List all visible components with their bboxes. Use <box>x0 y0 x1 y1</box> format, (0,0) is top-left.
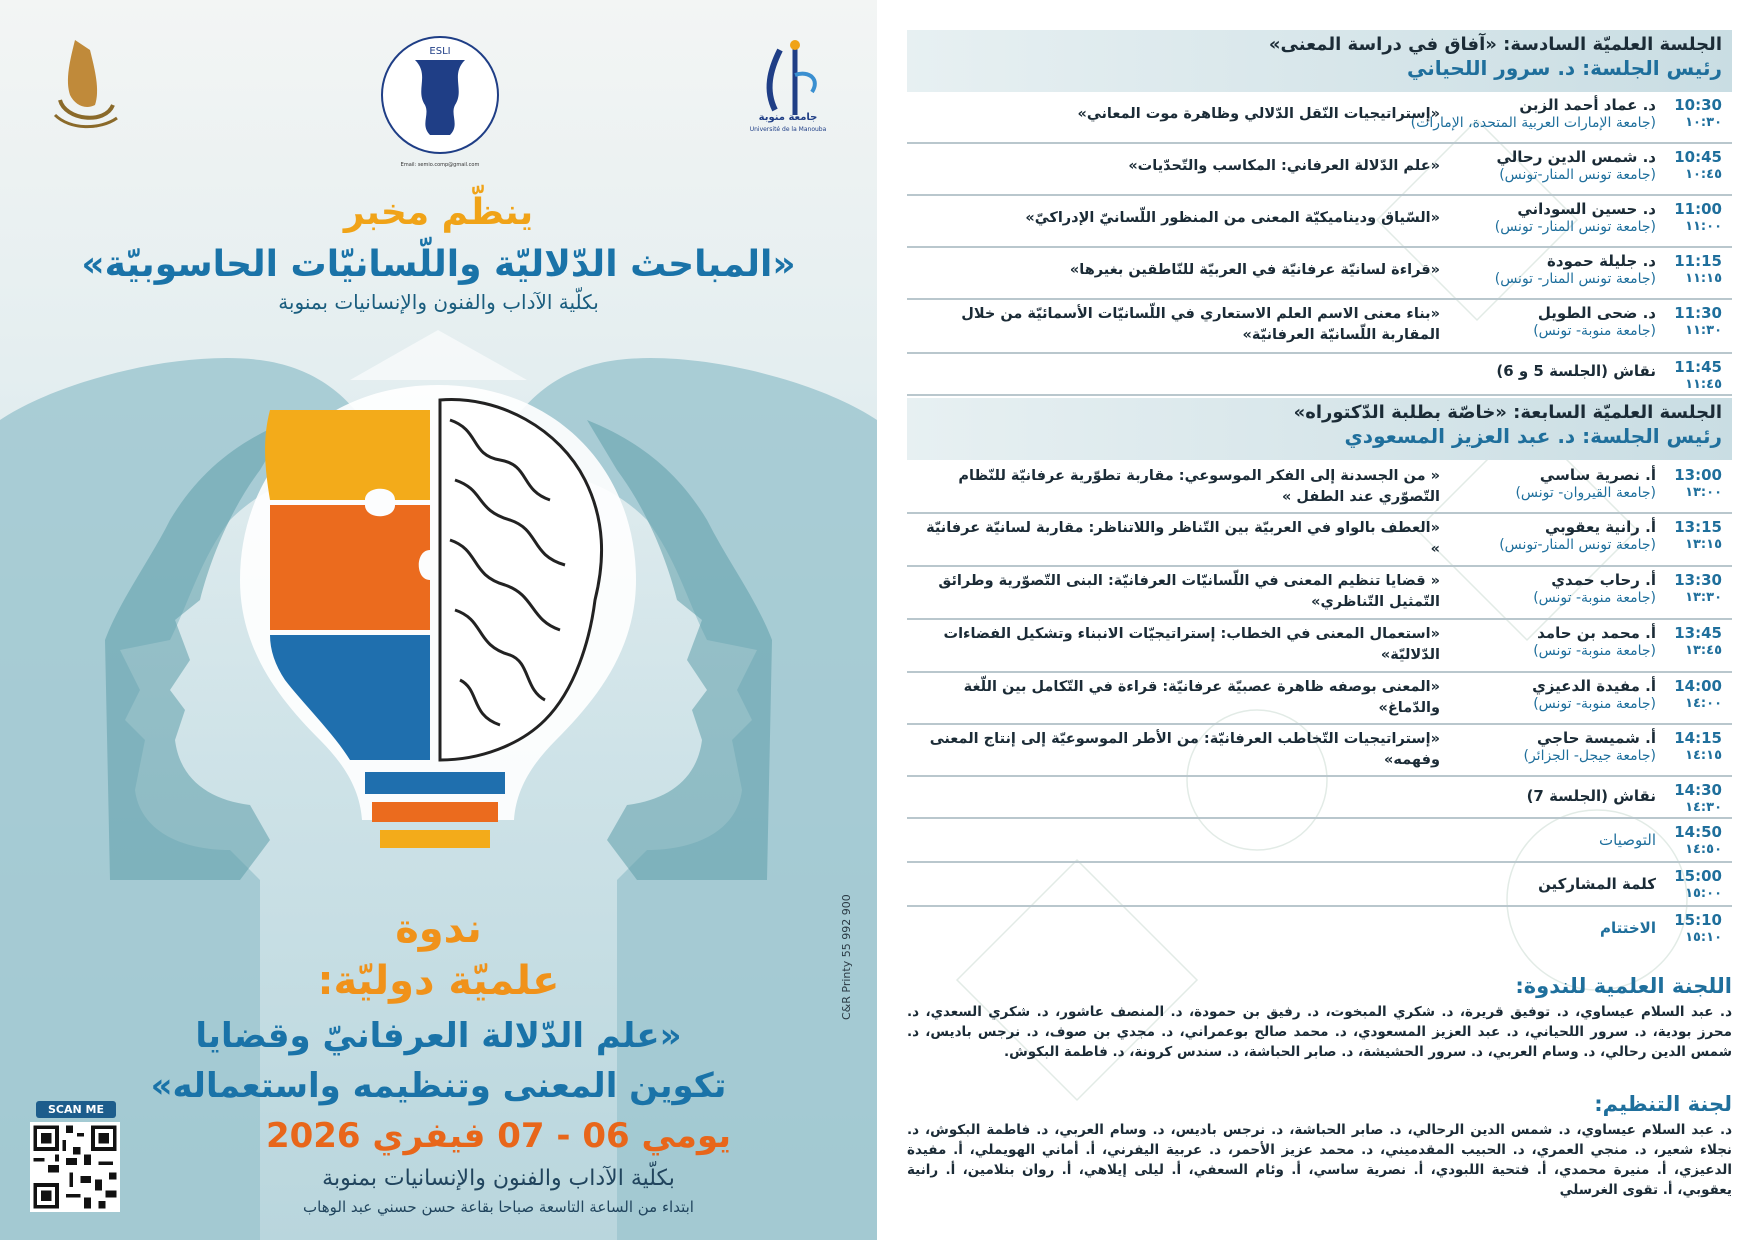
row-time: 14:30 ١٤:٣٠ <box>1674 781 1722 815</box>
manouba-logo-arabic: جامعة منوبة <box>758 112 818 123</box>
event-topic-line-2: تكوين المعنى وتنظيمه واستعماله» <box>150 1066 727 1106</box>
closing-row <box>907 863 1732 907</box>
lab-faculty: بكلّية الآداب والفنون والإنسانيات بمنوبة <box>278 290 599 314</box>
event-dates: يومي 06 - 07 فيفري 2026 <box>265 1116 732 1156</box>
row-time: 14:00 ١٤:٠٠ <box>1674 677 1722 711</box>
row-time: 13:30 ١٣:٣٠ <box>1674 571 1722 605</box>
program-panel <box>877 0 1754 1240</box>
row-talk-title: «السّياق وديناميكيّة المعنى من المنظور اللّسانيّ الإدراكيّ» <box>1025 210 1440 226</box>
program-row <box>907 462 1732 514</box>
event-type-line-1: ندوة <box>395 906 482 952</box>
session-6-header <box>907 30 1732 92</box>
session-6-title: الجلسة العلميّة السادسة: «آفاق في دراسة المعنى» <box>1268 34 1722 55</box>
row-time: 15:10 ١٥:١٠ <box>1674 911 1722 945</box>
program-row <box>907 144 1732 196</box>
row-speaker: د. عماد أحمد الزبن (جامعة الإمارات العربية المتحدة، الإمارات) <box>1410 96 1656 131</box>
manouba-university-logo <box>740 30 840 140</box>
bulb-base-3 <box>380 830 490 848</box>
row-speaker: أ. نصرية ساسي (جامعة القيروان- تونس) <box>1515 466 1656 501</box>
bulb-base-1 <box>365 772 505 794</box>
row-speaker: د. شمس الدين رحالي (جامعة تونس المنار-تونس) <box>1496 148 1656 183</box>
row-speaker: أ. رانية يعقوبي (جامعة تونس المنار-تونس) <box>1499 518 1656 553</box>
row-speaker: أ. رحاب حمدي (جامعة منوبة- تونس) <box>1533 571 1656 606</box>
scan-me-label: SCAN ME <box>36 1101 116 1118</box>
closing-row <box>907 777 1732 819</box>
closing-label: نقاش (الجلسة 7) <box>1526 787 1656 805</box>
puzzle-piece-yellow <box>265 410 430 500</box>
row-talk-title: «استعمال المعنى في الخطاب: إستراتيجيّات الانبناء وتشكيل الفضاءات الدّلاليّة» <box>943 626 1440 663</box>
row-talk-title: «المعنى بوصفه ظاهرة عصبيّة عرفانيّة: قراءة في التّكامل بين اللّغة والدّماغ» <box>963 679 1440 716</box>
row-speaker: أ. شميسة حاجي (جامعة جيجل- الجزائر) <box>1523 729 1656 764</box>
row-time: 14:15 ١٤:١٥ <box>1674 729 1722 763</box>
closing-label: التوصيات <box>1599 831 1656 849</box>
row-talk-title: «علم الدّلالة العرفاني: المكاسب والتّحدّيات» <box>1128 158 1440 174</box>
row-time: 10:45 ١٠:٤٥ <box>1674 148 1722 182</box>
session-7-header <box>907 398 1732 460</box>
organizer-heading: ينظّم مخبر <box>343 192 534 233</box>
row-talk-title: «بناء معنى الاسم العلم الاستعاري في اللّسانيّات الأسمائيّة من خلال المقاربة اللّسانيّة العرفانيّة» <box>961 306 1440 343</box>
closing-row <box>907 907 1732 951</box>
program-row <box>907 620 1732 673</box>
scientific-committee-members: د. عبد السلام عيساوي، د. توفيق قريرة، د. شكري المبخوت، د. رفيق بن حمودة، د. المنصف عاشور، د. شكري السعدي، د. محرز بودية، د. سرور اللحياني، د. عبد العزيز المسعودي، د. محمد صالح بوعمراني، د. مجدي بن صوف، د. نرجس باديس، د. شمس الدين رحالي، د. وسام العربي، د. سرور الحشيشة، د. صابر الحباشة، د. سندس كرونة، د. فاطمة البكوش. <box>907 1004 1732 1060</box>
event-type-line-2: علميّة دوليّة: <box>317 958 560 1004</box>
program-row <box>907 248 1732 300</box>
closing-label: الاختتام <box>1600 919 1656 937</box>
row-talk-title: «قراءة لسانيّة عرفانيّة في العربيّة للنّاطقين بغيرها» <box>1069 262 1440 278</box>
closing-label: كلمة المشاركين <box>1538 875 1656 893</box>
row-talk-title: « من الجسدنة إلى الفكر الموسوعي: مقاربة تطوّرية عرفانيّة للنّظام التّصوّري عند الطفل » <box>958 468 1440 505</box>
row-time: 13:00 ١٣:٠٠ <box>1674 466 1722 500</box>
printer-credit: C&R Printy 55 992 900 <box>840 894 853 1020</box>
row-time: 11:00 ١١:٠٠ <box>1674 200 1722 234</box>
lab-logo-email: Email: semio.comp@gmail.com <box>400 162 480 168</box>
event-start-time: ابتداء من الساعة التاسعة صباحا بقاعة حسن حسني عبد الوهاب <box>303 1198 694 1216</box>
row-talk-title: «إستراتيجيات التّخاطب العرفانيّة: من الأطر الموسوعيّة إلى إنتاج المعنى وفهمه» <box>929 731 1440 768</box>
program-row <box>907 567 1732 620</box>
lab-logo <box>375 30 505 170</box>
program-row <box>907 514 1732 567</box>
row-talk-title: « قضايا تنظيم المعنى في اللّسانيّات العرفانيّة: البنى التّصوّرية وطرائق التّمثيل التّناظري» <box>938 573 1440 610</box>
program-row <box>907 300 1732 354</box>
scientific-committee-title: اللجنة العلمية للندوة: <box>1515 974 1732 998</box>
row-time: 11:30 ١١:٣٠ <box>1674 304 1722 338</box>
puzzle-piece-orange <box>270 505 430 630</box>
bulb-base-2 <box>372 802 498 822</box>
program-row <box>907 92 1732 144</box>
row-talk-title: «العطف بالواو في العربيّة بين التّناظر واللاتناظر: مقاربة لسانيّة عرفانيّة » <box>926 520 1440 557</box>
organizing-committee-title: لجنة التنظيم: <box>1594 1092 1732 1116</box>
discussion-label: نقاش (الجلسة 5 و 6) <box>1496 362 1656 380</box>
row-talk-title: «إستراتيجيات النّقل الدّلالي وظاهرة موت المعاني» <box>1077 106 1440 122</box>
qr-code[interactable] <box>30 1122 120 1212</box>
light-glow <box>350 330 527 380</box>
program-row <box>907 673 1732 725</box>
lab-logo-abbrev: ESLI <box>429 46 451 57</box>
row-speaker: أ. مفيدة الدعيزي (جامعة منوبة- تونس) <box>1532 677 1656 712</box>
row-speaker: د. حسين السوداني (جامعة تونس المنار- تونس) <box>1494 200 1656 235</box>
event-topic-line-1: «علم الدّلالة العرفانيّ وقضايا <box>195 1016 682 1056</box>
closing-row <box>907 819 1732 863</box>
session-7-chair: رئيس الجلسة: د. عبد العزيز المسعودي <box>1344 424 1722 448</box>
row-speaker: أ. محمد بن حامد (جامعة منوبة- تونس) <box>1533 624 1656 659</box>
session-7-title: الجلسة العلميّة السابعة: «خاصّة بطلبة الدّكتوراه» <box>1293 402 1722 423</box>
row-time: 11:45 ١١:٤٥ <box>1674 358 1722 392</box>
row-time: 15:00 ١٥:٠٠ <box>1674 867 1722 901</box>
program-row <box>907 725 1732 777</box>
manouba-logo-french: Université de la Manouba <box>749 126 827 133</box>
row-time: 13:45 ١٣:٤٥ <box>1674 624 1722 658</box>
discussion-row <box>907 354 1732 396</box>
row-time: 14:50 ١٤:٥٠ <box>1674 823 1722 857</box>
faculty-logo <box>45 30 125 140</box>
row-time: 11:15 ١١:١٥ <box>1674 252 1722 286</box>
event-venue: بكلّية الآداب والفنون والإنسانيات بمنوبة <box>322 1166 675 1191</box>
program-row <box>907 196 1732 248</box>
row-time: 13:15 ١٣:١٥ <box>1674 518 1722 552</box>
row-speaker: د. جليلة حمودة (جامعة تونس المنار- تونس) <box>1494 252 1656 287</box>
row-speaker: د. ضحى الطويل (جامعة منوبة- تونس) <box>1533 304 1656 339</box>
lab-name: «المباحث الدّلاليّة واللّسانيّات الحاسوبيّة» <box>81 244 796 285</box>
row-time: 10:30 ١٠:٣٠ <box>1674 96 1722 130</box>
session-6-chair: رئيس الجلسة: د. سرور اللحياني <box>1406 56 1722 80</box>
organizing-committee-members: د. عبد السلام عيساوي، د. شمس الدين الرحالي، د. صابر الحباشة، د. نرجس باديس، د. وسام العربي، د. فاطمة البكوش، د. نجلاء شعير، د. منجي العمري، د. الحبيب المقدميني، د. محمد عزيز الأحمر، د. عربية اليفرني، أ. أماني الهويملي، أ. مفيدة الدعيزي، أ. منيرة محمدي، أ. فتحية اللبودي، أ. نصرية ساسي، أ. وئام السعفي، أ. ليلى إيلاهي، أ. روان بنلامين، أ. رانية يعقوبي، أ. تقوى الغرسلي <box>907 1122 1732 1198</box>
